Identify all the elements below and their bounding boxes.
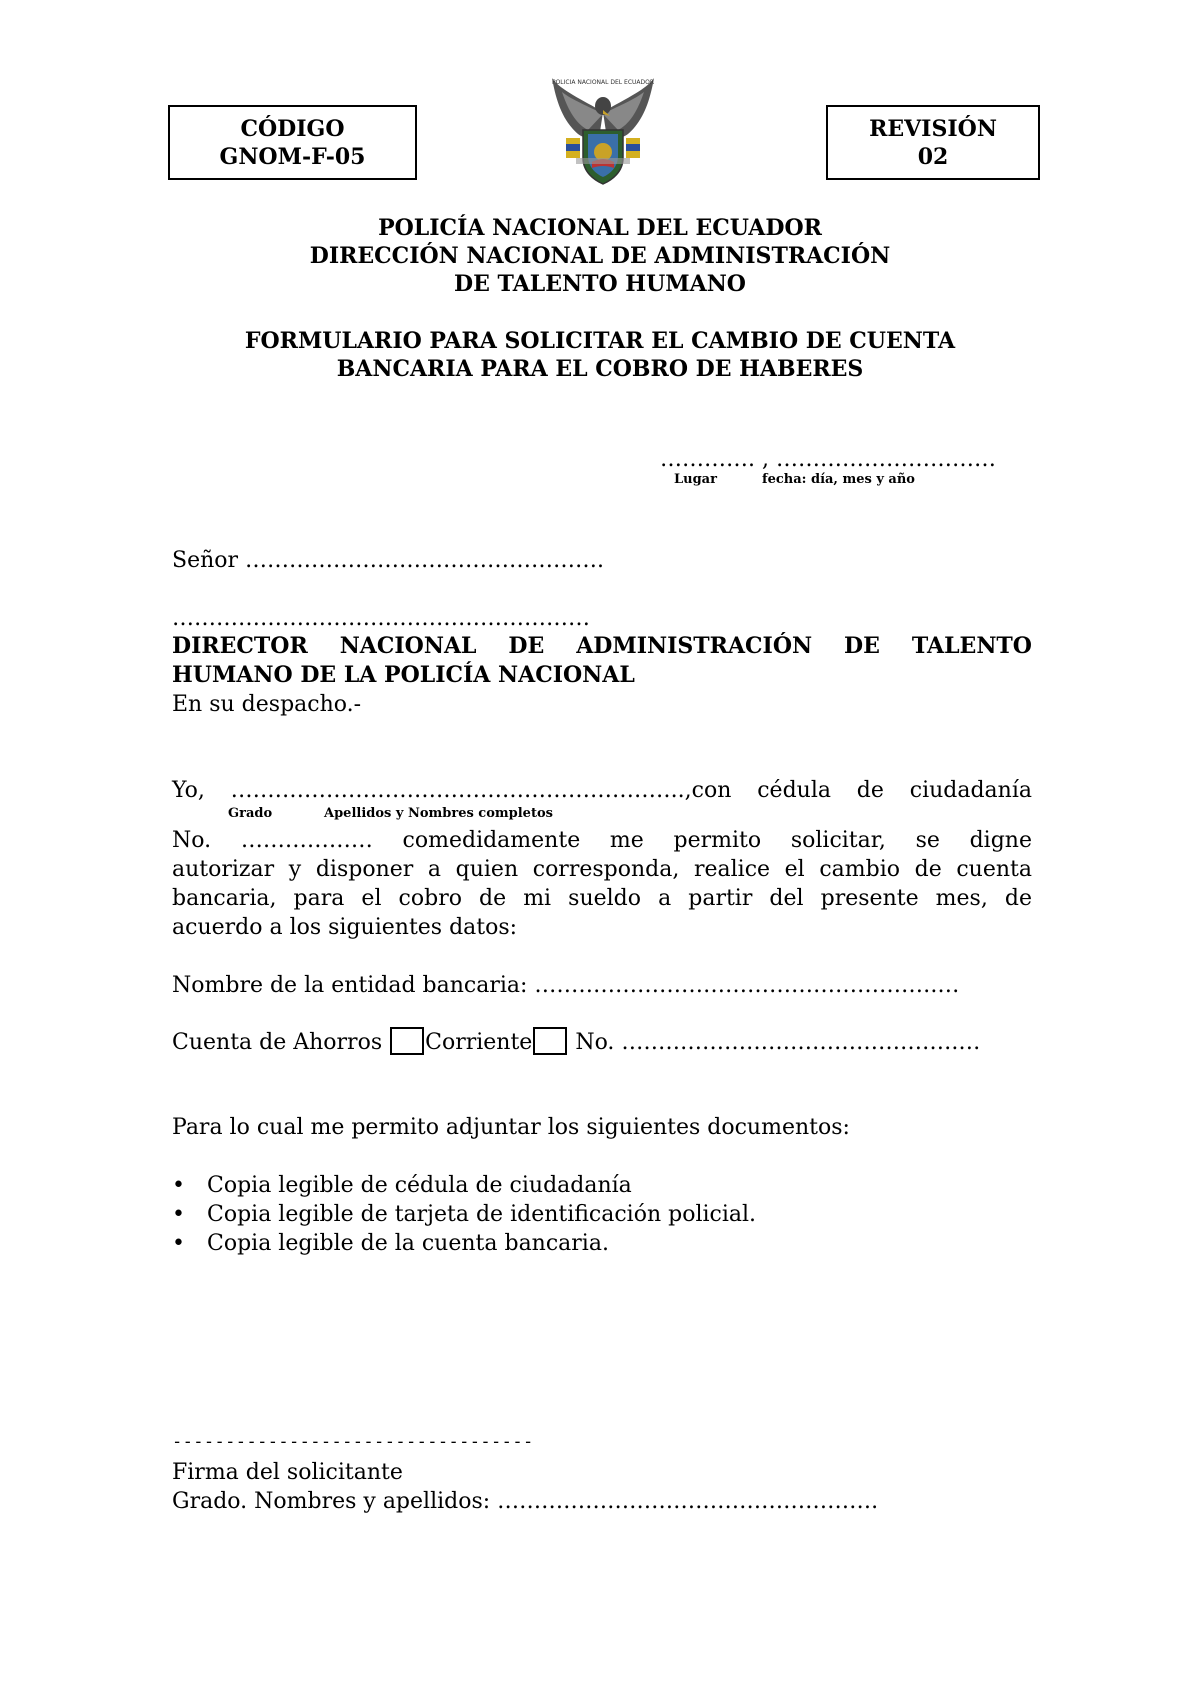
account-type-row — [172, 1027, 980, 1057]
director-word: TALENTO — [911, 633, 1032, 659]
director-line-1 — [172, 632, 1032, 661]
request-line-1: No. ……………… comedidamente me permito solicitar, se digne — [172, 828, 1032, 853]
director-word: DE — [844, 633, 880, 659]
director-word: ADMINISTRACIÓN — [576, 633, 813, 659]
director-line-2: HUMANO DE LA POLICÍA NACIONAL — [172, 662, 635, 688]
police-emblem-logo — [548, 72, 658, 190]
institution-line-1: POLICÍA NACIONAL DEL ECUADOR — [378, 215, 822, 241]
senor-line[interactable]: Señor …………………………………………. — [172, 548, 605, 573]
place-date-field[interactable]: …………. , ………………………… — [660, 447, 996, 472]
request-line-4: acuerdo a los siguientes datos: — [172, 915, 518, 940]
signature-label: Firma del solicitante — [172, 1460, 403, 1485]
form-title-line-1: FORMULARIO PARA SOLICITAR EL CAMBIO DE CUENTA — [244, 328, 956, 354]
emblem-text: POLICIA NACIONAL DEL ECUADOR — [551, 79, 655, 86]
signature-rule: ---------------------------------- — [172, 1432, 534, 1452]
savings-checkbox[interactable] — [390, 1027, 424, 1055]
list-item: • Copia legible de tarjeta de identificación policial. — [172, 1200, 1032, 1229]
date-label: fecha: día, mes y año — [762, 472, 915, 487]
eagle-shield-icon — [548, 72, 658, 190]
documents-intro: Para lo cual me permito adjuntar los siguientes documentos: — [172, 1115, 850, 1140]
addressee-dots-line[interactable]: ………………………………………………… — [172, 606, 590, 631]
grado-label: Grado — [228, 806, 273, 821]
director-word: DIRECTOR — [172, 633, 308, 659]
signature-names-line[interactable]: Grado. Nombres y apellidos: ……………………………………………. — [172, 1489, 879, 1514]
code-value: GNOM-F-05 — [219, 143, 366, 170]
revision-label: REVISIÓN — [869, 115, 997, 142]
place-label: Lugar — [674, 472, 717, 487]
yo-line[interactable]: Yo, ……………………………………………………..,con cédula de ciudadanía — [172, 778, 1032, 803]
institution-line-3: DE TALENTO HUMANO — [454, 271, 746, 297]
list-item: • Copia legible de cédula de ciudadanía — [172, 1171, 1032, 1200]
form-title-line-2: BANCARIA PARA EL COBRO DE HABERES — [336, 356, 864, 382]
director-word: DE — [508, 633, 545, 659]
names-label: Apellidos y Nombres completos — [324, 806, 553, 821]
corriente-label: Corriente — [425, 1030, 533, 1055]
list-item: • Copia legible de la cuenta bancaria. — [172, 1229, 1032, 1258]
revision-value: 02 — [917, 143, 949, 170]
request-line-3: bancaria, para el cobro de mi sueldo a partir del presente mes, de — [172, 886, 1032, 911]
institution-line-2: DIRECCIÓN NACIONAL DE ADMINISTRACIÓN — [309, 243, 891, 269]
revision-box — [826, 105, 1040, 180]
request-line-2: autorizar y disponer a quien corresponda, realice el cambio de cuenta — [172, 857, 1032, 882]
code-label: CÓDIGO — [240, 115, 345, 142]
code-box — [168, 105, 417, 180]
corriente-checkbox[interactable] — [533, 1027, 567, 1055]
bank-entity-line[interactable]: Nombre de la entidad bancaria: ……………………………………………….… — [172, 973, 960, 998]
director-word: NACIONAL — [339, 633, 477, 659]
account-number-line[interactable]: No. ……………………………………….… — [575, 1030, 981, 1055]
savings-label: Cuenta de Ahorros — [172, 1030, 383, 1055]
documents-list — [172, 1171, 1032, 1258]
despacho-line: En su despacho.- — [172, 692, 362, 717]
